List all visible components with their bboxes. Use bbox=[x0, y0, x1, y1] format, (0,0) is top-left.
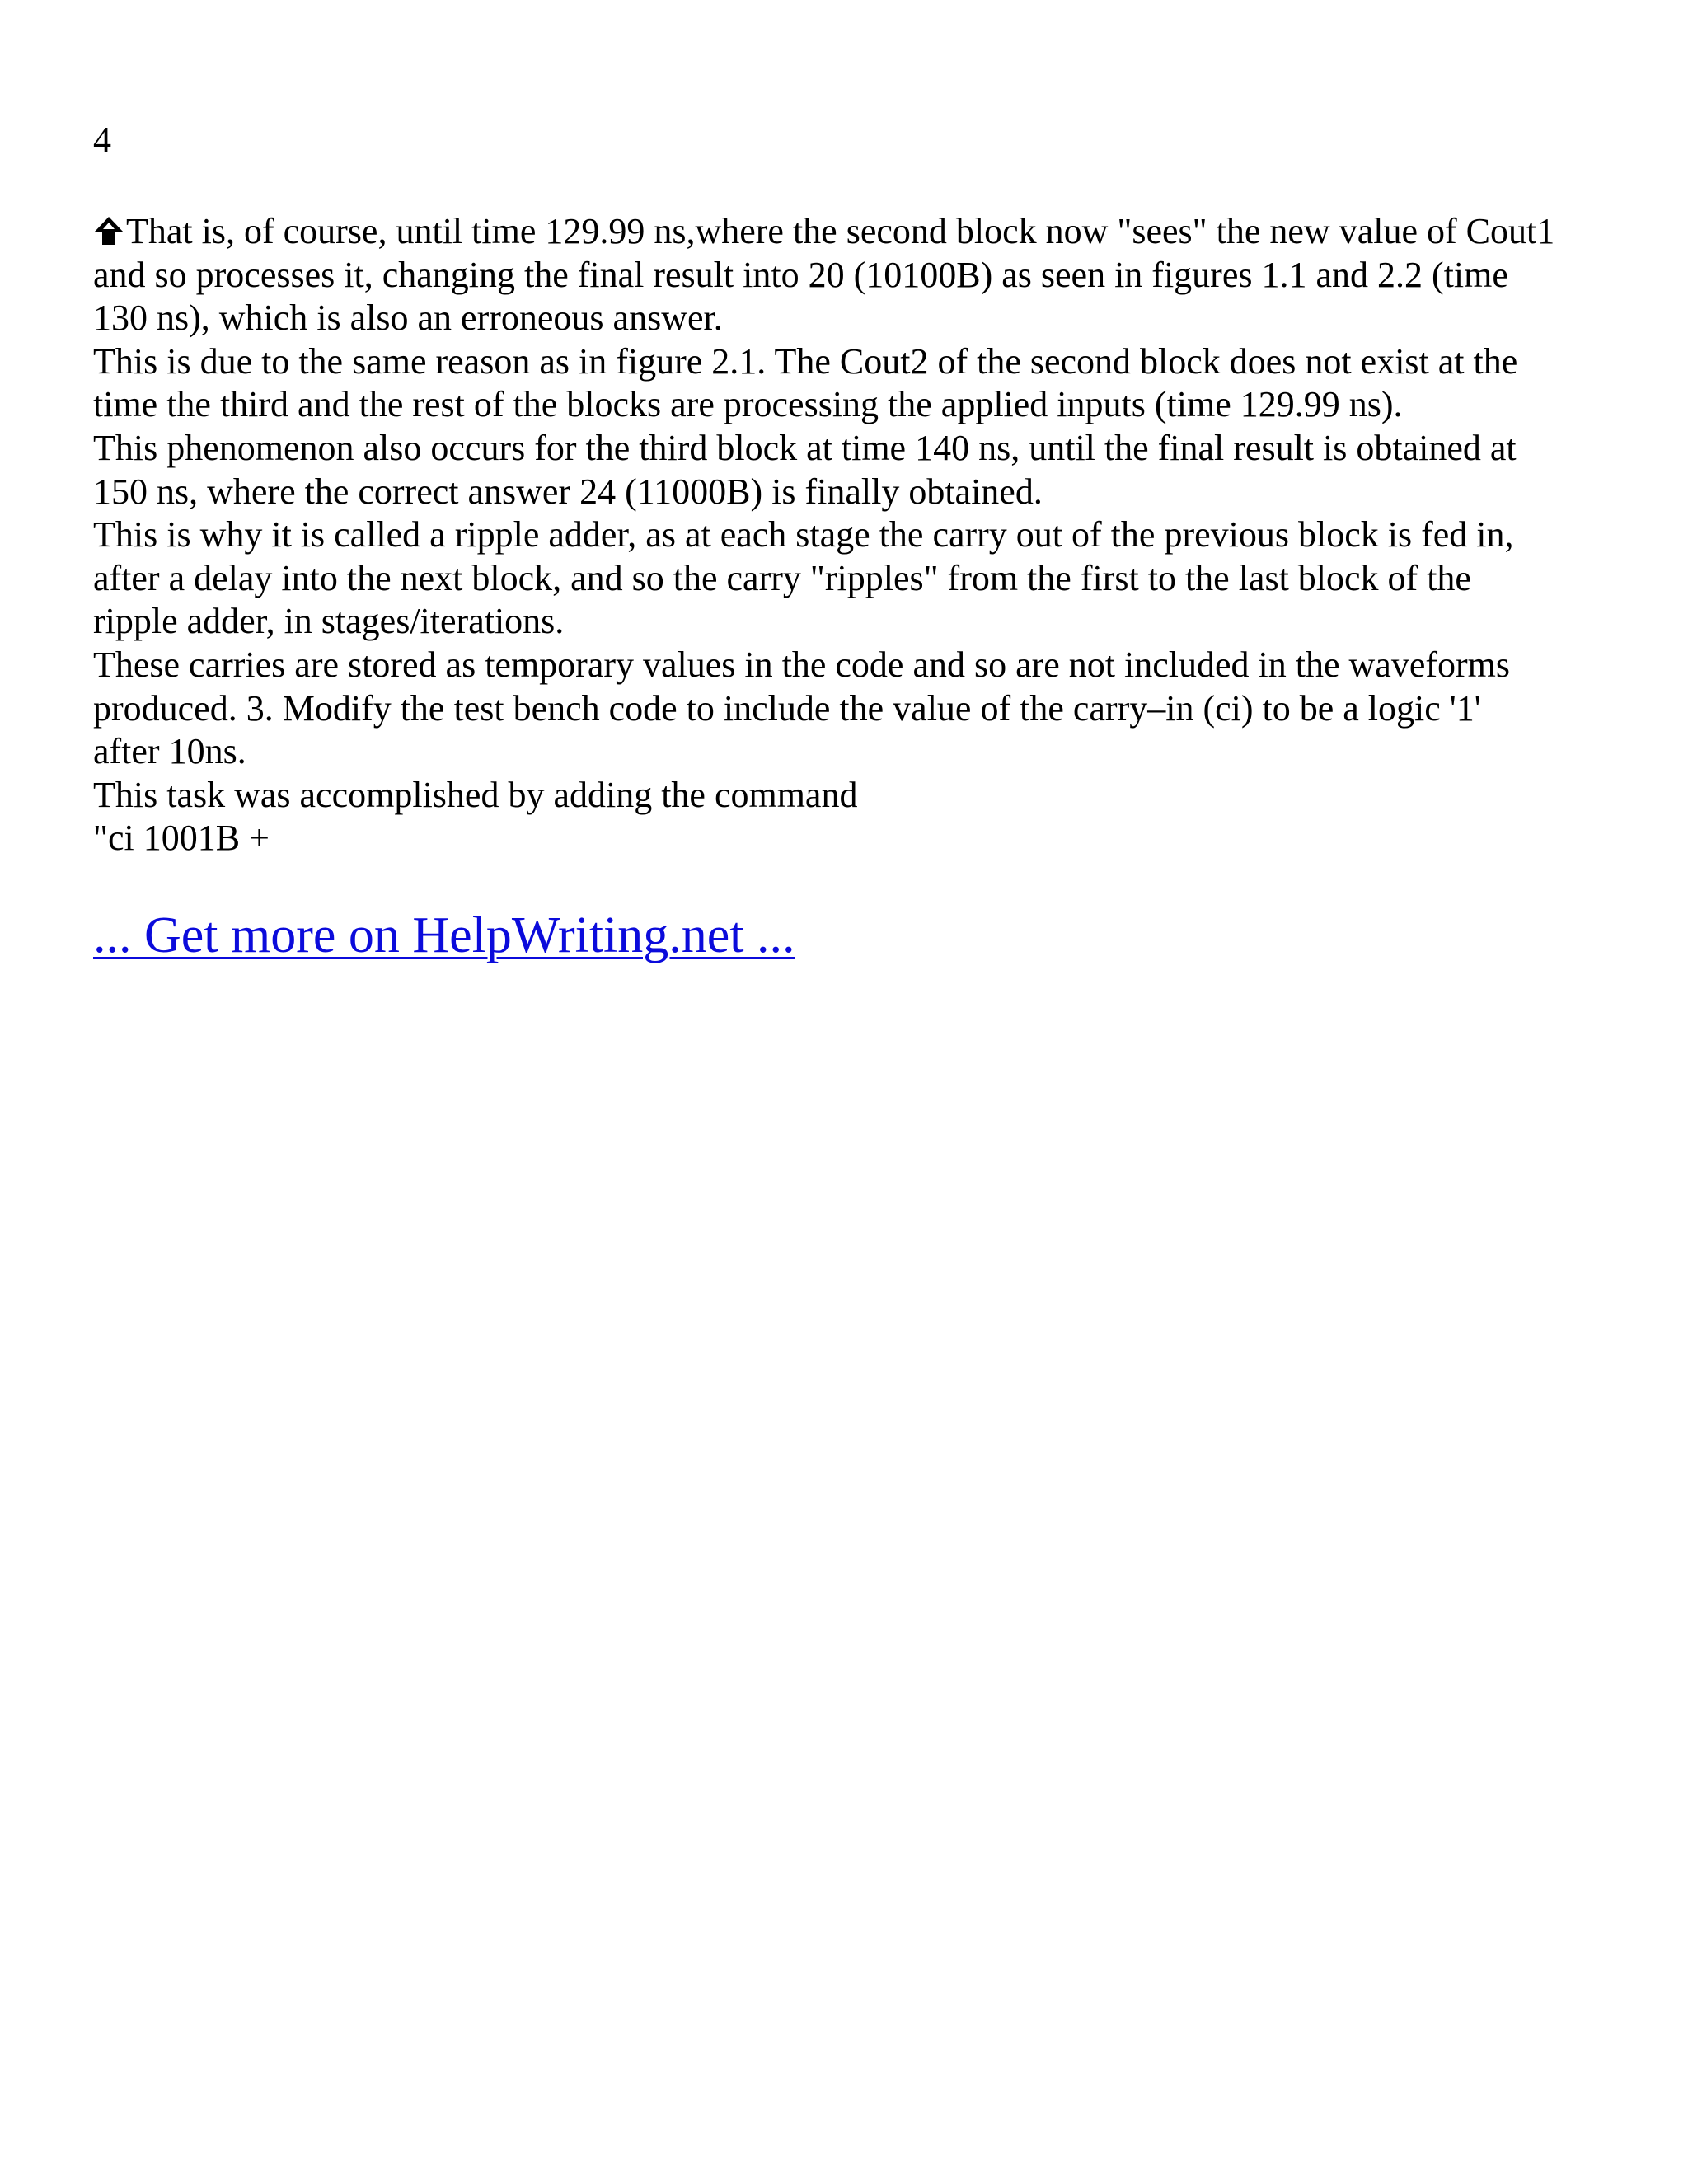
text-line: ripple adder, in stages/iterations. bbox=[93, 601, 565, 642]
text-line: and so processes it, changing the final result into 20 (10100B) as seen in figures 1.1 and 2.2 (time bbox=[93, 254, 1508, 295]
text-line: after 10ns. bbox=[93, 731, 246, 772]
text-line bbox=[93, 210, 1601, 254]
text-line: 150 ns, where the correct answer 24 (11000B) is finally obtained. bbox=[93, 471, 1043, 512]
up-arrow-icon bbox=[93, 216, 124, 246]
page-number: 4 bbox=[93, 120, 111, 160]
text-line-content: That is, of course, until time 129.99 ns,where the second block now "sees" the new value of Cout1 bbox=[126, 211, 1555, 251]
text-line: This task was accomplished by adding the command bbox=[93, 774, 858, 815]
text-line: This is why it is called a ripple adder, as at each stage the carry out of the previous block is fed in, bbox=[93, 514, 1514, 555]
text-line: produced. 3. Modify the test bench code to include the value of the carry–in (ci) to be a logic '1' bbox=[93, 687, 1481, 729]
text-line: time the third and the rest of the blocks are processing the applied inputs (time 129.99 ns). bbox=[93, 384, 1403, 425]
body-text bbox=[93, 210, 1601, 860]
text-line: These carries are stored as temporary values in the code and so are not included in the waveforms bbox=[93, 644, 1511, 685]
get-more-link[interactable]: ... Get more on HelpWriting.net ... bbox=[93, 907, 795, 963]
text-line: after a delay into the next block, and so the carry "ripples" from the first to the last block of the bbox=[93, 557, 1471, 598]
text-line: "ci 1001B + bbox=[93, 818, 270, 859]
text-line: 130 ns), which is also an erroneous answer. bbox=[93, 298, 723, 339]
text-line: This phenomenon also occurs for the third block at time 140 ns, until the final result is obtained at bbox=[93, 427, 1517, 468]
text-line: This is due to the same reason as in figure 2.1. The Cout2 of the second block does not exist at the bbox=[93, 340, 1518, 382]
